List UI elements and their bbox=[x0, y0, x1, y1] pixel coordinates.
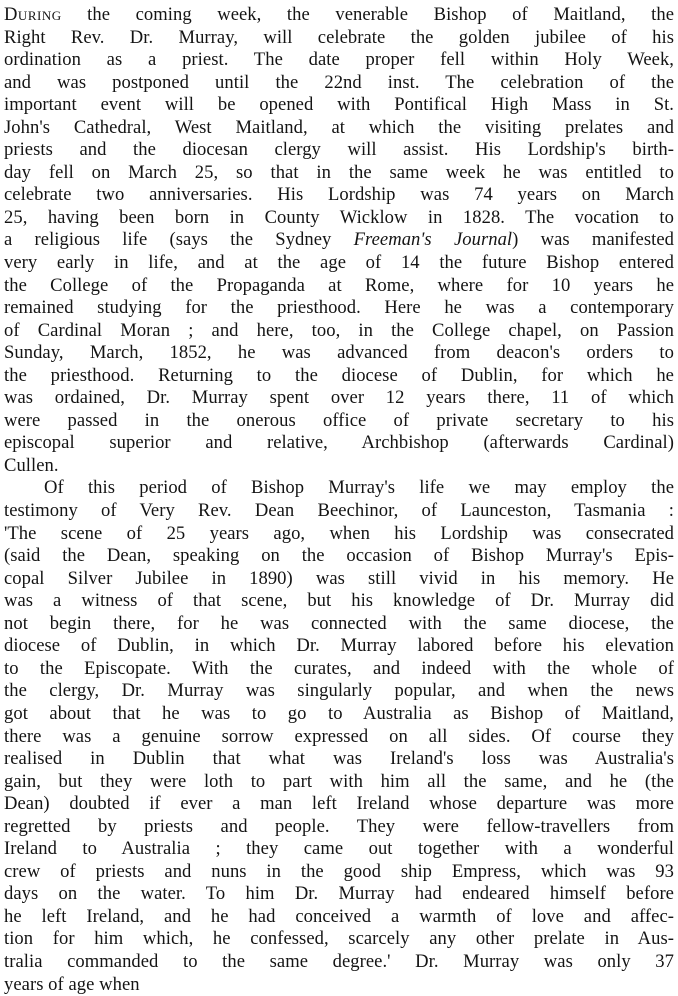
text-line bbox=[4, 229, 674, 252]
text-line: tralia commanded to the same degree.' Dr. Murray was only 37 bbox=[4, 950, 674, 972]
text-line: gain, but they were loth to part with him all the same, and he (the bbox=[4, 770, 674, 792]
text-line: ordination as a priest. The date proper fell within Holy Week, bbox=[4, 49, 674, 71]
text-line: regretted by priests and people. They were fellow-travellers from bbox=[4, 815, 674, 837]
text-line: was ordained, Dr. Murray spent over 12 years there, 11 of which bbox=[4, 387, 674, 409]
text-line: testimony of Very Rev. Dean Beechinor, of Launceston, Tasmania : bbox=[4, 500, 674, 522]
text-line: to the Episcopate. With the curates, and indeed with the whole of bbox=[4, 657, 674, 679]
text-line: Right Rev. Dr. Murray, will celebrate the golden jubilee of his bbox=[4, 26, 674, 48]
text-line: episcopal superior and relative, Archbishop (afterwards Cardinal) bbox=[4, 432, 674, 454]
text-line: were passed in the onerous office of private secretary to his bbox=[4, 409, 674, 431]
text-line: celebrate two anniversaries. His Lordship was 74 years on March bbox=[4, 184, 674, 206]
text-line: the priesthood. Returning to the diocese of Dublin, for which he bbox=[4, 364, 674, 386]
text-line: Sunday, March, 1852, he was advanced from deacon's orders to bbox=[4, 342, 674, 364]
text-line: Of this period of Bishop Murray's life we may employ the bbox=[44, 477, 674, 499]
article-paragraph bbox=[4, 4, 674, 477]
text-line: (said the Dean, speaking on the occasion of Bishop Murray's Epis- bbox=[4, 545, 674, 567]
text-line: days on the water. To him Dr. Murray had endeared himself before bbox=[4, 883, 674, 905]
text-line: he left Ireland, and he had conceived a warmth of love and affec- bbox=[4, 905, 674, 927]
line-text: a religious life (says the Sydney bbox=[4, 229, 354, 251]
publication-title: Freeman's Journal bbox=[353, 229, 513, 251]
line-text: ) was manifested bbox=[512, 229, 675, 251]
text-line: remained studying for the priesthood. Here he was a contemporary bbox=[4, 297, 674, 319]
text-line: of Cardinal Moran ; and here, too, in the College chapel, on Passion bbox=[4, 319, 674, 341]
text-line: Ireland to Australia ; they came out together with a wonderful bbox=[4, 838, 674, 860]
text-line: got about that he was to go to Australia as Bishop of Maitland, bbox=[4, 702, 674, 724]
text-line: diocese of Dublin, in which Dr. Murray labored before his elevation bbox=[4, 635, 674, 657]
text-line: priests and the diocesan clergy will assist. His Lordship's birth- bbox=[4, 139, 674, 161]
text-line: day fell on March 25, so that in the same week he was entitled to bbox=[4, 161, 674, 183]
text-line: there was a genuine sorrow expressed on all sides. Of course they bbox=[4, 725, 674, 747]
text-line: Cullen. bbox=[4, 454, 59, 476]
text-line: realised in Dublin that what was Ireland's loss was Australia's bbox=[4, 748, 674, 770]
text-line: the College of the Propaganda at Rome, where for 10 years he bbox=[4, 274, 674, 296]
text-line: tion for him which, he confessed, scarcely any other prelate in Aus- bbox=[4, 928, 674, 950]
text-line: important event will be opened with Pontifical High Mass in St. bbox=[4, 94, 674, 116]
text-line: copal Silver Jubilee in 1890) was still vivid in his memory. He bbox=[4, 567, 674, 589]
text-line: was a witness of that scene, but his knowledge of Dr. Murray did bbox=[4, 590, 674, 612]
text-line: 25, having been born in County Wicklow in 1828. The vocation to bbox=[4, 206, 674, 228]
text-line: John's Cathedral, West Maitland, at which the visiting prelates and bbox=[4, 116, 674, 138]
text-line: Dean) doubted if ever a man left Ireland whose departure was more bbox=[4, 793, 674, 815]
text-line: and was postponed until the 22nd inst. The celebration of the bbox=[4, 71, 674, 93]
line-text: the coming week, the venerable Bishop of Maitland, the bbox=[61, 4, 674, 25]
article-paragraph bbox=[4, 477, 674, 996]
drop-cap-word: During bbox=[4, 4, 62, 25]
text-line bbox=[4, 4, 674, 27]
text-line: years of age when bbox=[4, 973, 140, 995]
text-line: very early in life, and at the age of 14 the future Bishop entered bbox=[4, 252, 674, 274]
text-line: not begin there, for he was connected with the same diocese, the bbox=[4, 612, 674, 634]
text-line: the clergy, Dr. Murray was singularly popular, and when the news bbox=[4, 680, 674, 702]
text-line: crew of priests and nuns in the good ship Empress, which was 93 bbox=[4, 860, 674, 882]
text-line: 'The scene of 25 years ago, when his Lordship was consecrated bbox=[4, 522, 674, 544]
